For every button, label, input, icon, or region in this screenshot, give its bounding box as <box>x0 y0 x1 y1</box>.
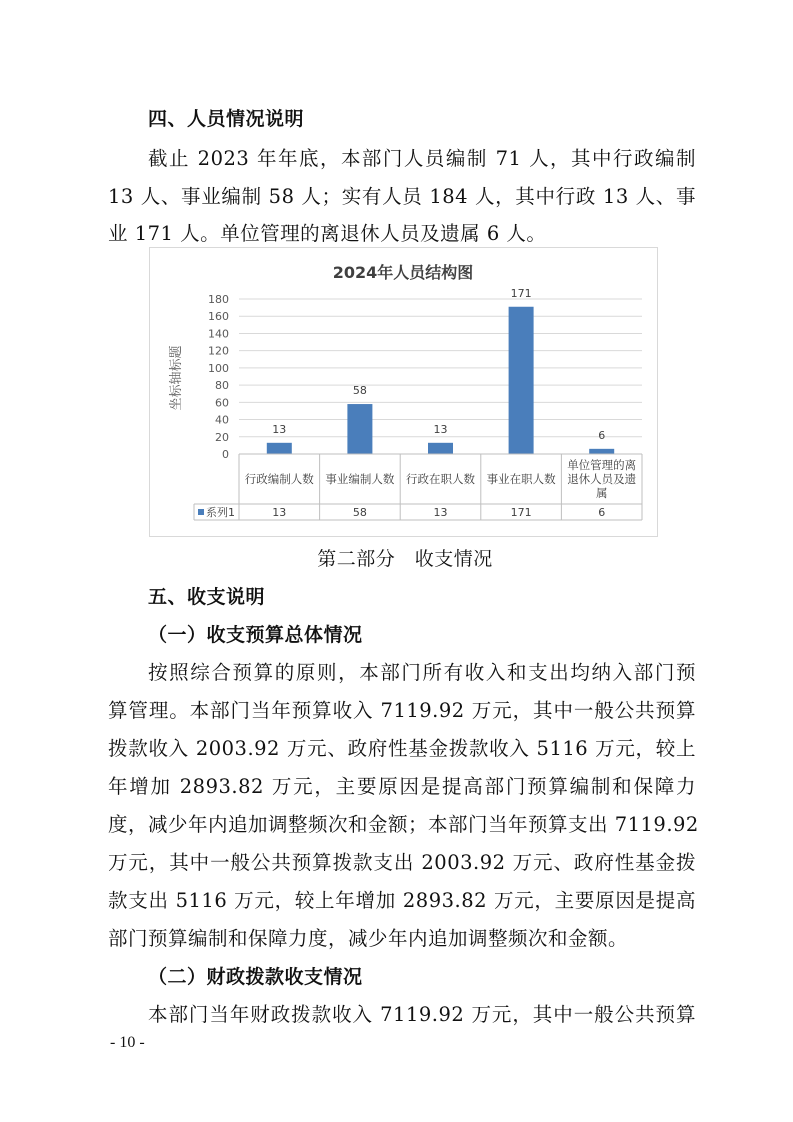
subsection-1-para-line-8: 部门预算编制和保障力度，减少年内追加调整频次和金额。 <box>108 927 629 950</box>
y-tick-label: 20 <box>215 430 229 444</box>
legend-label: 系列1 <box>206 506 235 519</box>
category-label: 事业编制人数 <box>325 472 395 486</box>
data-label: 171 <box>510 286 532 300</box>
subsection-1-heading: （一）收支预算总体情况 <box>148 624 363 646</box>
category-label: 事业在职人数 <box>486 472 556 486</box>
data-label: 13 <box>433 422 448 436</box>
bar <box>589 449 614 454</box>
subsection-2-para-line-1: 本部门当年财政拨款收入 7119.92 万元，其中一般公共预算 <box>148 1003 696 1026</box>
part-2-title: 第二部分 收支情况 <box>317 548 493 570</box>
section-4-para-line-2: 13 人、事业编制 58 人；实有人员 184 人，其中行政 13 人、事 <box>108 185 696 208</box>
bar <box>267 443 292 454</box>
category-label: 单位管理的离 <box>567 458 637 472</box>
y-tick-label: 100 <box>208 361 229 375</box>
data-label: 6 <box>598 428 606 442</box>
y-axis-title: 坐标轴标题 <box>169 345 184 411</box>
y-tick-label: 60 <box>215 396 229 410</box>
table-value: 13 <box>272 506 287 519</box>
y-tick-label: 160 <box>208 310 229 324</box>
subsection-1-para-line-6: 万元，其中一般公共预算拨款支出 2003.92 万元、政府性基金拨 <box>108 851 696 874</box>
table-value: 171 <box>510 506 532 519</box>
y-tick-label: 40 <box>215 413 229 427</box>
section-4-para-line-3: 业 171 人。单位管理的离退休人员及遗属 6 人。 <box>108 222 547 245</box>
bar <box>428 443 453 454</box>
subsection-1-para-line-2: 算管理。本部门当年预算收入 7119.92 万元，其中一般公共预算 <box>108 699 696 722</box>
category-label: 退休人员及遗 <box>567 472 637 486</box>
y-tick-label: 180 <box>208 293 229 306</box>
category-label: 行政在职人数 <box>406 472 475 486</box>
table-value: 6 <box>598 506 606 519</box>
subsection-1-para-line-3: 拨款收入 2003.92 万元、政府性基金拨款收入 5116 万元，较上 <box>108 737 696 760</box>
subsection-1-para-line-7: 款支出 5116 万元，较上年增加 2893.82 万元，主要原因是提高 <box>108 889 696 912</box>
y-tick-label: 0 <box>222 448 229 461</box>
bar <box>509 307 534 454</box>
section-4-para-line-1: 截止 2023 年年底，本部门人员编制 71 人，其中行政编制 <box>148 147 696 170</box>
subsection-2-heading: （二）财政拨款收支情况 <box>148 966 363 988</box>
chart-svg <box>150 248 657 536</box>
y-tick-label: 140 <box>208 327 229 341</box>
data-label: 58 <box>352 384 367 398</box>
category-label: 属 <box>595 486 608 500</box>
bar <box>347 404 372 454</box>
table-value: 58 <box>352 506 367 519</box>
subsection-1-para-line-5: 度，减少年内追加调整频次和金额；本部门当年预算支出 7119.92 <box>108 813 699 836</box>
subsection-1-para-line-4: 年增加 2893.82 万元，主要原因是提高部门预算编制和保障力 <box>108 775 696 798</box>
category-label: 行政编制人数 <box>244 472 314 486</box>
y-tick-label: 80 <box>215 379 229 393</box>
chart-title: 2024年人员结构图 <box>332 263 474 282</box>
page-number: - 10 - <box>110 1034 145 1051</box>
personnel-structure-chart <box>149 247 658 537</box>
section-5-heading: 五、收支说明 <box>148 586 266 608</box>
y-tick-label: 120 <box>208 344 229 358</box>
table-value: 13 <box>433 506 448 519</box>
data-label: 13 <box>272 422 287 436</box>
section-4-heading: 四、人员情况说明 <box>148 108 305 130</box>
legend-swatch-icon <box>198 509 204 515</box>
subsection-1-para-line-1: 按照综合预算的原则，本部门所有收入和支出均纳入部门预 <box>148 661 696 684</box>
